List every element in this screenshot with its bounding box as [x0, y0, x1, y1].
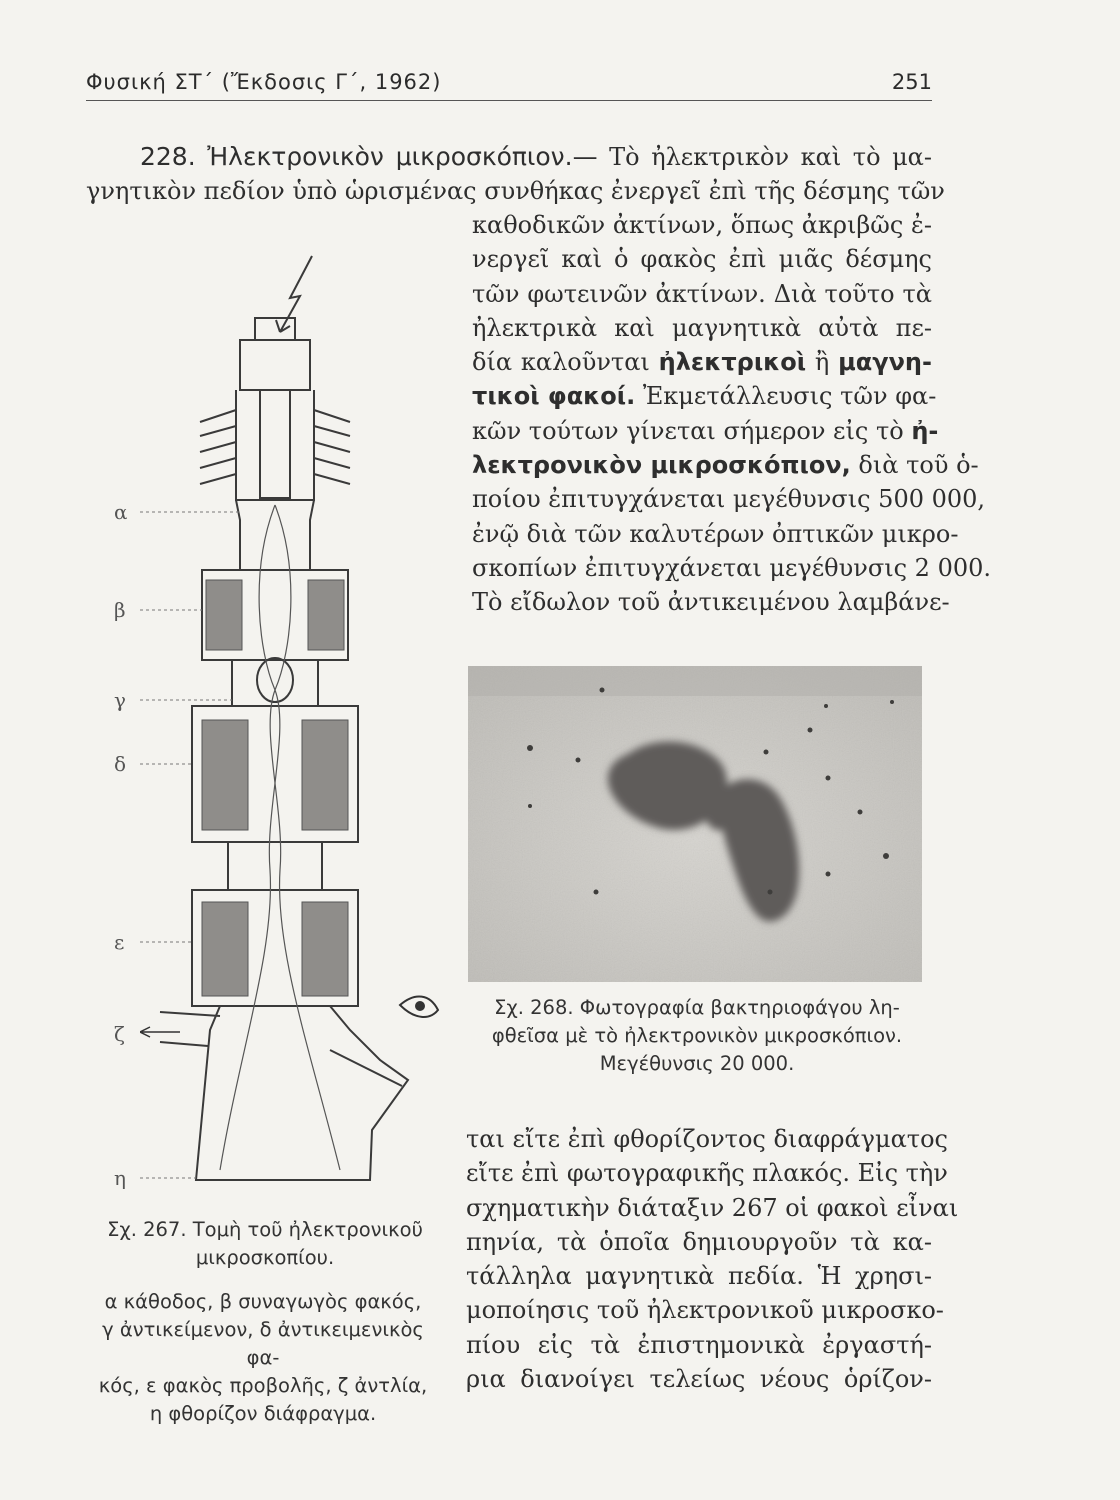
label-zeta: ζ [114, 1022, 125, 1046]
figure-267-caption: Σχ. 267. Τομὴ τοῦ ἠλεκτρονικοῦ μικροσκοπίου. [107, 1218, 423, 1269]
paragraph-bottom [466, 1122, 959, 1396]
text-line-0: Τὸ ἠλεκτρικὸν καὶ τὸ μα- [609, 143, 933, 171]
text-line-4: τῶν φωτεινῶν ἀκτίνων. Διὰ τοῦτο τὰ [472, 279, 932, 308]
text-line: μοποίησις τοῦ ἠλεκτρονικοῦ μικροσκο- [466, 1296, 944, 1325]
text-line-8: κῶν τούτων γίνεται σήμερον εἰς τὸ ἠ- [472, 416, 939, 445]
text-line-5: ἠλεκτρικὰ καὶ μαγνητικὰ αὐτὰ πε- [472, 313, 932, 342]
text-line-12: σκοπίων ἐπιτυγχάνεται μεγέθυνσις 2 000. [472, 553, 992, 582]
text-line: τάλληλα μαγνητικὰ πεδία. Ἡ χρησι- [466, 1262, 932, 1291]
text-line-7: τικοὶ φακοί. Ἐκμετάλλευσις τῶν φα- [472, 382, 937, 411]
label-epsilon: ε [114, 930, 125, 954]
figure-268-caption: Σχ. 268. Φωτογραφία βακτηριοφάγου λη- φθεῖσα μὲ τὸ ἠλεκτρονικὸν μικροσκόπιον. Μεγέθυνσις 20 000. [491, 996, 903, 1075]
text-line-2: καθοδικῶν ἀκτίνων, ὅπως ἀκριβῶς ἐ- [472, 211, 932, 239]
label-gamma: γ [114, 688, 126, 712]
text-line: σχηματικὴν διάταξιν 267 οἱ φακοὶ εἶναι [466, 1193, 959, 1222]
microscope-cross-section [140, 250, 470, 1200]
text-line: πίου εἰς τὰ ἐπιστημονικὰ ἐργαστή- [466, 1330, 932, 1359]
text-line-6: δία καλοῦνται ἠλεκτρικοὶ ἢ μαγνη- [472, 348, 932, 377]
label-delta: δ [114, 752, 127, 776]
eye-icon [400, 996, 438, 1017]
running-header [86, 70, 932, 101]
section-title: Ἠλεκτρονικὸν μικροσκόπιον.— [207, 142, 598, 171]
pump-arrow [140, 1027, 180, 1037]
bacteriophage-photo [468, 666, 922, 982]
label-alpha: α [114, 500, 128, 524]
text-line-3: νεργεῖ καὶ ὁ φακὸς ἐπὶ μιᾶς δέσμης [472, 245, 932, 274]
text-line-10: ποίου ἐπιτυγχάνεται μεγέθυνσις 500 000, [472, 485, 986, 514]
text-line [86, 140, 932, 174]
paragraph-top-column [472, 208, 992, 620]
micrograph-image [468, 666, 922, 982]
text-line-9: λεκτρονικὸν μικροσκόπιον, διὰ τοῦ ὁ- [472, 451, 979, 480]
text-line-11: ἐνῷ διὰ τῶν καλυτέρων ὀπτικῶν μικρο- [472, 519, 959, 548]
figure-267-legend: α κάθοδος, β συναγωγὸς φακός, γ ἀντικείμενον, δ ἀντικειμενικὸς φα- κός, ε φακὸς προβολῆς, ζ ἀντλία, η φθορίζον διάφραγμα. [98, 1290, 428, 1425]
label-eta: η [114, 1166, 126, 1190]
microscope-outline [160, 256, 408, 1180]
text-line-13: Τὸ εἴδωλον τοῦ ἀντικειμένου λαμβάνε- [472, 588, 950, 617]
text-line-1: γνητικὸν πεδίον ὑπὸ ὡρισμένας συνθήκας ἐνεργεῖ ἐπὶ τῆς δέσμης τῶν [86, 177, 945, 206]
text-line: ται εἴτε ἐπὶ φθορίζοντος διαφράγματος [466, 1125, 948, 1153]
label-beta: β [114, 598, 126, 622]
text-line: πηνία, τὰ ὁποῖα δημιουργοῦν τὰ κα- [466, 1227, 932, 1256]
page-number: 251 [891, 70, 932, 94]
paragraph-top-full [86, 140, 945, 209]
text-line: εἴτε ἐπὶ φωτογραφικῆς πλακός. Εἰς τὴν [466, 1159, 948, 1188]
photo-top-band [468, 666, 922, 696]
text-line: ρια διανοίγει τελείως νέους ὁρίζον- [466, 1365, 932, 1394]
section-number: 228. [140, 142, 196, 171]
running-title: Φυσική ΣΤ΄ (Ἔκδοσις Γ΄, 1962) [86, 70, 442, 94]
